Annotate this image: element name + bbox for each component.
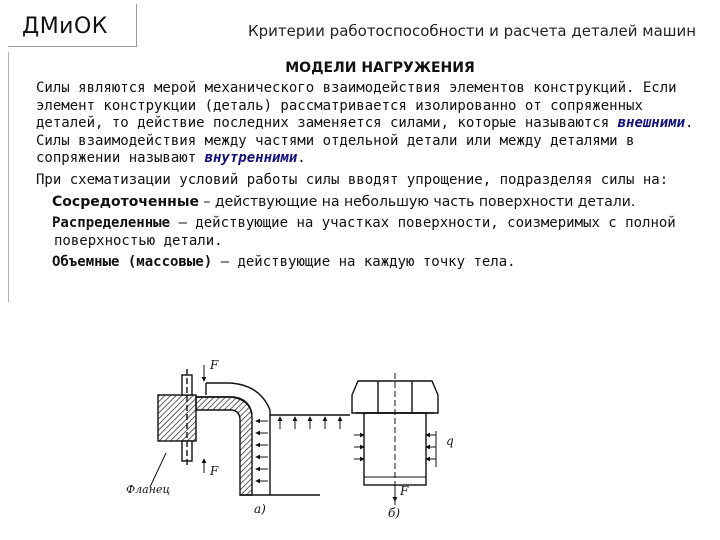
logo-box <box>8 4 137 47</box>
label-F-bottom: F <box>210 464 219 478</box>
list-item-concentrated <box>36 194 716 212</box>
diagram-a <box>150 365 350 495</box>
content-body <box>36 80 716 276</box>
slide-header <box>0 0 720 52</box>
term-internal: внутренними <box>204 150 298 167</box>
slide-subtitle: Критерии работоспособности и расчета деталей машин <box>248 22 697 40</box>
paragraph-schematization: При схематизации условий работы силы вводят упрощение, подразделяя силы на: <box>36 171 669 188</box>
paragraph-forces <box>36 80 716 168</box>
term-concentrated: Сосредоточенные <box>52 193 199 210</box>
term-distributed: Распределенные <box>52 215 171 232</box>
caption-a: а) <box>254 502 266 516</box>
paragraph-forces-part2: . Силы взаимодействия между частями отдельной детали или между деталями в сопряжении называют <box>36 115 694 167</box>
desc-volumetric: – действующие на каждую точку тела. <box>212 254 516 271</box>
diagram-b <box>352 373 438 505</box>
term-external: внешними <box>617 115 686 132</box>
label-q: q <box>446 434 454 448</box>
desc-distributed: – действующие на участках поверхности, соизмеримых с полной поверхностью детали. <box>54 215 676 249</box>
section-title: МОДЕЛИ НАГРУЖЕНИЯ <box>285 60 475 76</box>
loading-diagram <box>120 355 480 535</box>
paragraph-forces-part3: . <box>297 150 306 167</box>
list-item-distributed <box>36 215 716 250</box>
label-F-top: F <box>210 358 219 372</box>
paragraph-forces-part1: Силы являются мерой механического взаимодействия элементов конструкций. Если элемент конструкции (деталь) рассматривается изолированно от сопряженных деталей, то действие последних заменяется силами, которые называются <box>36 80 677 132</box>
left-divider <box>8 52 9 302</box>
caption-b: б) <box>388 506 401 520</box>
term-volumetric: Объемные (массовые) <box>52 254 213 271</box>
list-item-volumetric <box>36 254 716 272</box>
label-F-right: F <box>400 484 409 498</box>
desc-concentrated: – действующие на небольшую часть поверхности детали. <box>198 193 636 210</box>
logo-text: ДМиОК <box>22 14 108 39</box>
label-flange: Фланец <box>126 483 171 496</box>
